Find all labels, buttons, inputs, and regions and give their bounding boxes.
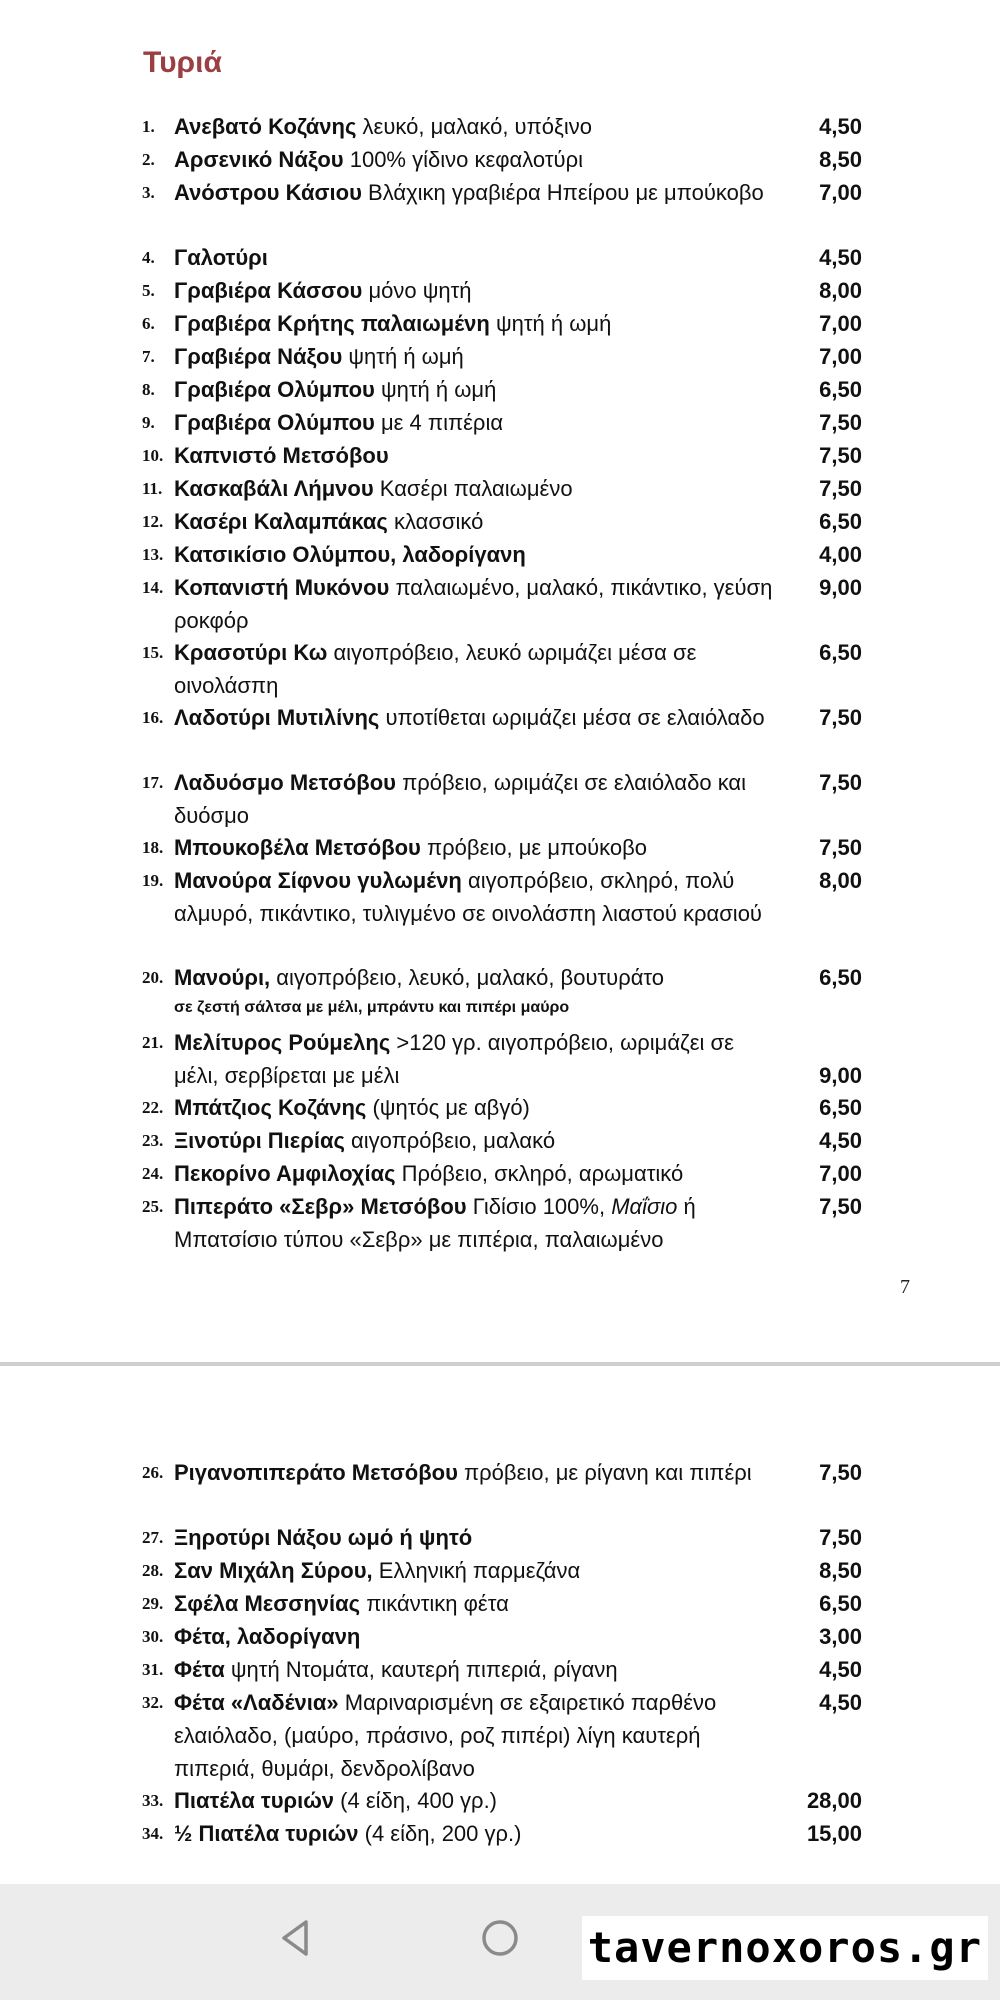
item-number: 6. xyxy=(142,314,155,333)
item-desc: πρόβειο, με μπούκοβο xyxy=(420,835,647,860)
item-name: Μπουκοβέλα Μετσόβου xyxy=(174,835,421,860)
item-price: 7,50 xyxy=(819,1460,862,1485)
item-description xyxy=(174,439,774,472)
item-number: 31. xyxy=(142,1660,164,1679)
item-desc-continued: ή Μπατσίσιο τύπου «Σεβρ» με πιπέρια, παλαιωμένο xyxy=(174,1194,696,1252)
item-number: 27. xyxy=(142,1528,164,1547)
item-number: 2. xyxy=(142,150,155,169)
item-description xyxy=(174,538,774,571)
item-price: 8,50 xyxy=(819,1558,862,1583)
item-name: Ανεβατό Κοζάνης xyxy=(174,114,357,139)
item-description xyxy=(174,1456,774,1489)
item-description xyxy=(174,864,774,930)
item-price: 6,50 xyxy=(819,377,862,402)
item-name: Ξηροτύρι Νάξου ωμό ή ψητό xyxy=(174,1525,473,1550)
item-price: 7,00 xyxy=(819,1161,862,1186)
item-name: Αρσενικό Νάξου xyxy=(174,147,344,172)
item-description xyxy=(174,1091,774,1124)
item-name: Σφέλα Μεσσηνίας xyxy=(174,1591,361,1616)
item-desc: Βλάχικη γραβιέρα Ηπείρου με μπούκοβο xyxy=(361,180,764,205)
item-number: 23. xyxy=(142,1131,164,1150)
item-description xyxy=(174,831,774,864)
item-desc: ψητή ή ωμή xyxy=(374,377,497,402)
item-desc: μόνο ψητή xyxy=(362,278,472,303)
item-desc: πρόβειο, ωριμάζει σε ελαιόλαδο και δυόσμο xyxy=(174,770,747,828)
item-number: 15. xyxy=(142,643,164,662)
item-desc: αιγοπρόβειο, σκληρό, πολύ αλμυρό, πικάντικο, τυλιγμένο σε οινολάσπη λιαστού κρασιού xyxy=(174,868,762,926)
item-note: σε ζεστή σάλτσα με μέλι, μπράντυ και πιπέρι μαύρο xyxy=(174,999,570,1016)
item-number: 21. xyxy=(142,1033,164,1052)
item-desc: Πρόβειο, σκληρό, αρωματικό xyxy=(395,1161,684,1186)
item-desc: κλασσικό xyxy=(387,509,484,534)
item-description xyxy=(174,1521,774,1554)
item-description xyxy=(174,472,774,505)
item-description xyxy=(174,176,774,209)
item-description xyxy=(174,766,774,832)
menu-page-2 xyxy=(0,1366,1000,1884)
item-name: Λαδυόσμο Μετσόβου xyxy=(174,770,396,795)
item-price: 7,50 xyxy=(819,410,862,435)
item-number: 20. xyxy=(142,968,164,987)
item-price: 4,50 xyxy=(819,245,862,270)
item-price: 8,50 xyxy=(819,147,862,172)
item-price: 6,50 xyxy=(819,1095,862,1120)
item-name: Κασέρι Καλαμπάκας xyxy=(174,509,388,534)
item-desc: αιγοπρόβειο, λευκό, μαλακό, βουτυράτο xyxy=(270,965,665,990)
item-description xyxy=(174,110,774,143)
item-name: Πεκορίνο Αμφιλοχίας xyxy=(174,1161,396,1186)
item-name: Γαλοτύρι xyxy=(174,245,268,270)
item-price: 4,50 xyxy=(819,114,862,139)
item-desc: ψητή ή ωμή xyxy=(342,344,464,369)
item-desc: (ψητός με αβγό) xyxy=(366,1095,530,1120)
item-price: 7,50 xyxy=(819,1525,862,1550)
item-name: Γραβιέρα Κάσσου xyxy=(174,278,363,303)
item-desc: Ελληνική παρμεζάνα xyxy=(372,1558,581,1583)
item-description xyxy=(174,340,774,373)
item-description xyxy=(174,373,774,406)
item-price: 4,50 xyxy=(819,1690,862,1715)
item-name: Λαδοτύρι Μυτιλίνης xyxy=(174,705,380,730)
item-number: 19. xyxy=(142,871,164,890)
item-name: Γραβιέρα Ολύμπου xyxy=(174,410,375,435)
item-price: 9,00 xyxy=(819,575,862,600)
item-number: 29. xyxy=(142,1594,164,1613)
item-description xyxy=(174,636,774,702)
item-description xyxy=(174,1587,774,1620)
item-number: 28. xyxy=(142,1561,164,1580)
item-desc: αιγοπρόβειο, λευκό ωριμάζει μέσα σε οινολάσπη xyxy=(174,640,697,698)
item-price: 7,00 xyxy=(819,180,862,205)
item-name: Γραβιέρα Νάξου xyxy=(174,344,343,369)
item-description xyxy=(174,1620,774,1653)
item-description xyxy=(174,1554,774,1587)
item-desc: ψητή Ντομάτα, καυτερή πιπεριά, ρίγανη xyxy=(224,1657,618,1682)
item-number: 11. xyxy=(142,479,163,498)
item-desc: υποτίθεται ωριμάζει μέσα σε ελαιόλαδο xyxy=(379,705,765,730)
item-desc: (4 είδη, 200 γρ.) xyxy=(358,1821,522,1846)
item-name: Καπνιστό Μετσόβου xyxy=(174,443,389,468)
page-number: 7 xyxy=(900,1276,910,1298)
item-price: 3,00 xyxy=(819,1624,862,1649)
item-description xyxy=(174,1784,774,1817)
item-name: Ριγανοπιπεράτο Μετσόβου xyxy=(174,1460,458,1485)
item-number: 10. xyxy=(142,446,164,465)
item-price: 8,00 xyxy=(819,278,862,303)
item-name: Φέτα xyxy=(174,1657,225,1682)
item-desc: Μαριναρισμένη σε εξαιρετικό παρθένο ελαιόλαδο, (μαύρο, πράσινο, ροζ πιπέρι) λίγη καυτερή πιπεριά, θυμάρι, δενδρολίβανο xyxy=(174,1690,717,1781)
item-name: Μανούρι, xyxy=(174,965,271,990)
item-number: 9. xyxy=(142,413,155,432)
item-price: 7,50 xyxy=(819,770,862,795)
item-number: 4. xyxy=(142,248,155,267)
item-desc: (4 είδη, 400 γρ.) xyxy=(334,1788,498,1813)
item-description xyxy=(174,406,774,439)
back-triangle-icon[interactable] xyxy=(272,1914,320,1962)
item-desc: ψητή ή ωμή xyxy=(489,311,612,336)
item-price: 15,00 xyxy=(806,1821,862,1846)
item-desc: 100% γίδινο κεφαλοτύρι xyxy=(343,147,583,172)
item-number: 16. xyxy=(142,708,164,727)
item-name: Πιπεράτο «Σεβρ» Μετσόβου xyxy=(174,1194,467,1219)
item-name: Γραβιέρα Κρήτης παλαιωμένη xyxy=(174,311,490,336)
item-number: 18. xyxy=(142,838,164,857)
item-number: 3. xyxy=(142,183,155,202)
item-desc: πικάντικη φέτα xyxy=(360,1591,509,1616)
item-name: Ανόστρου Κάσιου xyxy=(174,180,362,205)
item-price: 6,50 xyxy=(819,1591,862,1616)
item-description xyxy=(174,1190,774,1256)
item-price: 6,50 xyxy=(819,965,862,990)
item-name: Σαν Μιχάλη Σύρου, xyxy=(174,1558,373,1583)
item-description xyxy=(174,307,774,340)
item-number: 17. xyxy=(142,773,164,792)
item-name: Φέτα «Λαδένια» xyxy=(174,1690,339,1715)
item-number: 1. xyxy=(142,117,155,136)
item-price: 9,00 xyxy=(819,1063,862,1088)
item-description xyxy=(174,701,774,734)
item-name: Μπάτζιος Κοζάνης xyxy=(174,1095,367,1120)
item-desc-italic: Μαΐσιο xyxy=(611,1194,678,1219)
item-price: 4,50 xyxy=(819,1657,862,1682)
item-number: 34. xyxy=(142,1824,164,1843)
item-price: 8,00 xyxy=(819,868,862,893)
item-description xyxy=(174,1653,774,1686)
item-number: 30. xyxy=(142,1627,164,1646)
item-price: 7,50 xyxy=(819,835,862,860)
item-name: Κρασοτύρι Κω xyxy=(174,640,328,665)
item-desc: >120 γρ. αιγοπρόβειο, ωριμάζει σε μέλι, σερβίρεται με μέλι xyxy=(174,1030,734,1088)
item-price: 28,00 xyxy=(806,1788,862,1813)
item-name: Κατσικίσιο Ολύμπου, λαδορίγανη xyxy=(174,542,526,567)
item-description xyxy=(174,1124,774,1157)
item-number: 26. xyxy=(142,1463,164,1482)
item-price: 6,50 xyxy=(819,640,862,665)
item-name: Κασκαβάλι Λήμνου xyxy=(174,476,374,501)
item-price: 7,50 xyxy=(819,705,862,730)
item-number: 22. xyxy=(142,1098,164,1117)
item-desc: παλαιωμένο, μαλακό, πικάντικο, γεύση ροκφόρ xyxy=(174,575,773,633)
item-number: 24. xyxy=(142,1164,164,1183)
site-watermark: tavernoxoros.gr xyxy=(582,1916,988,1980)
item-price: 4,00 xyxy=(819,542,862,567)
item-name: Πιατέλα τυριών xyxy=(174,1788,335,1813)
item-desc: Κασέρι παλαιωμένο xyxy=(373,476,573,501)
item-number: 33. xyxy=(142,1791,164,1810)
item-price: 7,50 xyxy=(819,1194,862,1219)
item-name: ½ Πιατέλα τυριών xyxy=(174,1821,359,1846)
item-name: Γραβιέρα Ολύμπου xyxy=(174,377,375,402)
item-name: Κοπανιστή Μυκόνου xyxy=(174,575,390,600)
item-description xyxy=(174,961,774,1022)
item-desc: Γιδίσιο 100%, xyxy=(466,1194,612,1219)
item-description xyxy=(174,1157,774,1190)
item-number: 5. xyxy=(142,281,155,300)
item-price: 7,00 xyxy=(819,344,862,369)
item-name: Μελίτυρος Ρούμελης xyxy=(174,1030,391,1055)
item-price: 6,50 xyxy=(819,509,862,534)
item-description xyxy=(174,505,774,538)
item-number: 12. xyxy=(142,512,164,531)
item-number: 25. xyxy=(142,1197,164,1216)
item-desc: λευκό, μαλακό, υπόξινο xyxy=(356,114,592,139)
item-price: 7,00 xyxy=(819,311,862,336)
item-description xyxy=(174,274,774,307)
item-number: 13. xyxy=(142,545,164,564)
item-desc: πρόβειο, με ρίγανη και πιπέρι xyxy=(457,1460,752,1485)
item-description xyxy=(174,143,774,176)
item-desc: με 4 πιπέρια xyxy=(374,410,504,435)
item-desc: αιγοπρόβειο, μαλακό xyxy=(344,1128,556,1153)
home-circle-icon[interactable] xyxy=(476,1914,524,1962)
section-title: Τυριά xyxy=(143,46,222,79)
item-number: 14. xyxy=(142,578,164,597)
item-price: 7,50 xyxy=(819,443,862,468)
item-description xyxy=(174,1686,774,1785)
item-price: 7,50 xyxy=(819,476,862,501)
item-number: 8. xyxy=(142,380,155,399)
item-description xyxy=(174,571,774,637)
item-price: 4,50 xyxy=(819,1128,862,1153)
item-number: 7. xyxy=(142,347,155,366)
item-description xyxy=(174,1026,774,1092)
item-number: 32. xyxy=(142,1693,164,1712)
item-description xyxy=(174,241,774,274)
item-name: Φέτα, λαδορίγανη xyxy=(174,1624,361,1649)
item-name: Ξινοτύρι Πιερίας xyxy=(174,1128,345,1153)
item-name: Μανούρα Σίφνου γυλωμένη xyxy=(174,868,462,893)
item-description xyxy=(174,1817,774,1850)
